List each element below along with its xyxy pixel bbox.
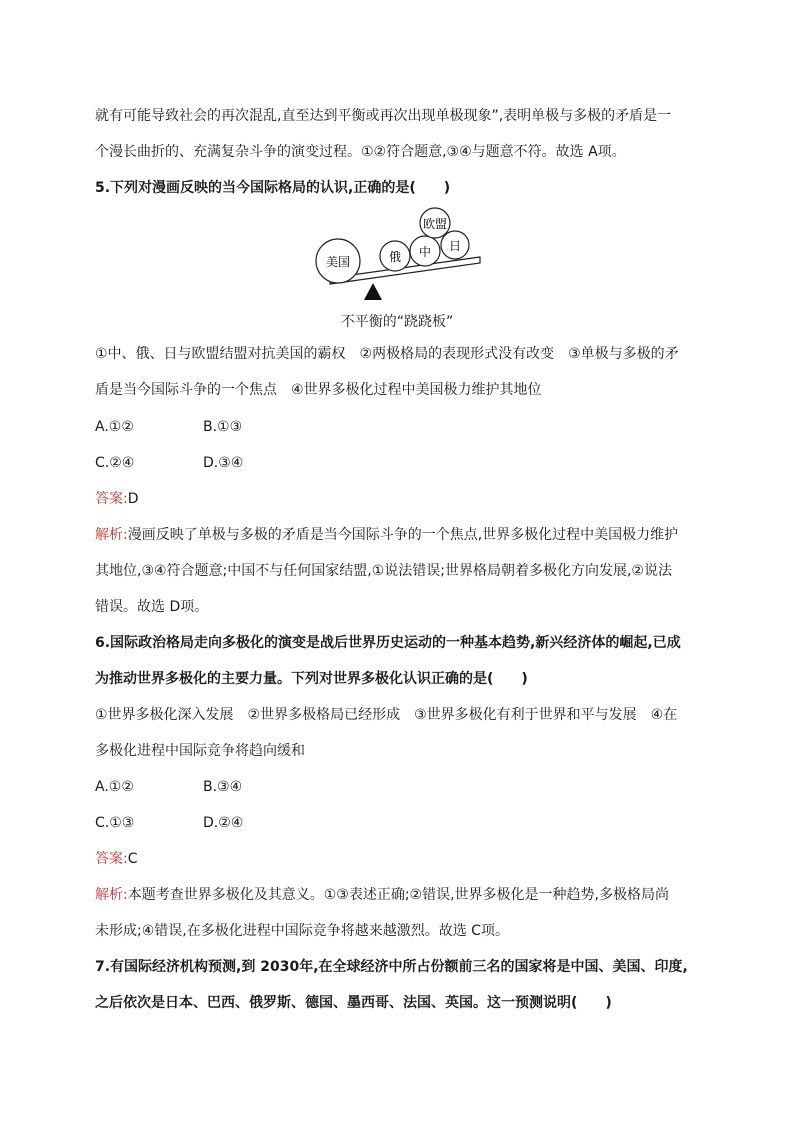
question-6-statements-line-2: 多极化进程中国际竞争将趋向缓和 <box>95 743 305 759</box>
option-a: A.①② <box>95 779 134 795</box>
question-5-analysis-line-2: 其地位,③④符合题意;中国不与任何国家结盟,①说法错误;世界格局朝着多极化方向发展,②说法 <box>95 563 672 579</box>
question-6-statements-line-1: ①世界多极化深入发展 ②世界多极格局已经形成 ③世界多极化有利于世界和平与发展 ④在 <box>95 707 678 723</box>
option-c: C.②④ <box>95 455 135 471</box>
analysis-label: 解析: <box>95 887 128 903</box>
question-6-answer <box>95 849 138 869</box>
question-7-stem-line-2: 之后依次是日本、巴西、俄罗斯、德国、墨西哥、法国、英国。这一预测说明( ) <box>95 995 612 1011</box>
answer-label: 答案: <box>95 491 128 507</box>
intro-line-1: 就有可能导致社会的再次混乱,直至达到平衡或再次出现单极现象”,表明单极与多极的矛盾是一 <box>95 108 672 124</box>
question-6-options-row-2 <box>95 813 395 833</box>
analysis-label: 解析: <box>95 527 128 543</box>
option-d: D.②④ <box>203 815 244 831</box>
question-5-analysis-line-3: 错误。故选 D项。 <box>95 599 209 615</box>
question-5-options-row-2 <box>95 453 395 473</box>
seesaw-fulcrum <box>364 283 382 300</box>
japan-label: 日 <box>448 239 462 253</box>
eu-label: 欧盟 <box>422 217 448 231</box>
option-c: C.①③ <box>95 815 135 831</box>
question-5-analysis-line-1 <box>95 525 678 545</box>
cartoon-caption: 不平衡的“跷跷板” <box>340 314 454 330</box>
intro-line-2: 个漫长曲折的、充满复杂斗争的演变过程。①②符合题意,③④与题意不符。故选 A项。 <box>95 144 626 160</box>
answer-value: C <box>127 851 138 867</box>
option-b: B.①③ <box>203 419 243 435</box>
option-b: B.③④ <box>203 779 243 795</box>
question-6-options-row-1 <box>95 777 395 797</box>
analysis-text: 本题考查世界多极化及其意义。①③表述正确;②错误,世界多极化是一种趋势,多极格局尚 <box>127 887 669 903</box>
question-7-stem-line-1: 7.有国际经济机构预测,到 2030年,在全球经济中所占份额前三名的国家将是中国、美国、印度, <box>95 959 688 975</box>
question-5-statements-line-1: ①中、俄、日与欧盟结盟对抗美国的霸权 ②两极格局的表现形式没有改变 ③单极与多极的矛 <box>95 346 679 362</box>
question-5-answer <box>95 489 139 509</box>
russia-label: 俄 <box>388 250 402 264</box>
question-6-stem-line-1: 6.国际政治格局走向多极化的演变是战后世界历史运动的一种基本趋势,新兴经济体的崛起,已成 <box>95 635 681 651</box>
question-5-statements-line-2: 盾是当今国际斗争的一个焦点 ④世界多极化过程中美国极力维护其地位 <box>95 382 542 398</box>
option-a: A.①② <box>95 419 134 435</box>
question-5-options-row-1 <box>95 417 395 437</box>
seesaw-cartoon <box>300 200 500 330</box>
usa-label: 美国 <box>325 255 351 269</box>
china-label: 中 <box>418 245 432 259</box>
option-d: D.③④ <box>203 455 244 471</box>
question-5-stem: 5.下列对漫画反映的当今国际格局的认识,正确的是( ) <box>95 180 451 196</box>
question-6-stem-line-2: 为推动世界多极化的主要力量。下列对世界多极化认识正确的是( ) <box>95 671 528 687</box>
analysis-text: 漫画反映了单极与多极的矛盾是当今国际斗争的一个焦点,世界多极化过程中美国极力维护 <box>127 527 679 543</box>
answer-label: 答案: <box>95 851 128 867</box>
answer-value: D <box>127 491 139 507</box>
question-6-analysis-line-1 <box>95 885 669 905</box>
question-6-analysis-line-2: 未形成;④错误,在多极化进程中国际竞争将越来越激烈。故选 C项。 <box>95 923 509 939</box>
